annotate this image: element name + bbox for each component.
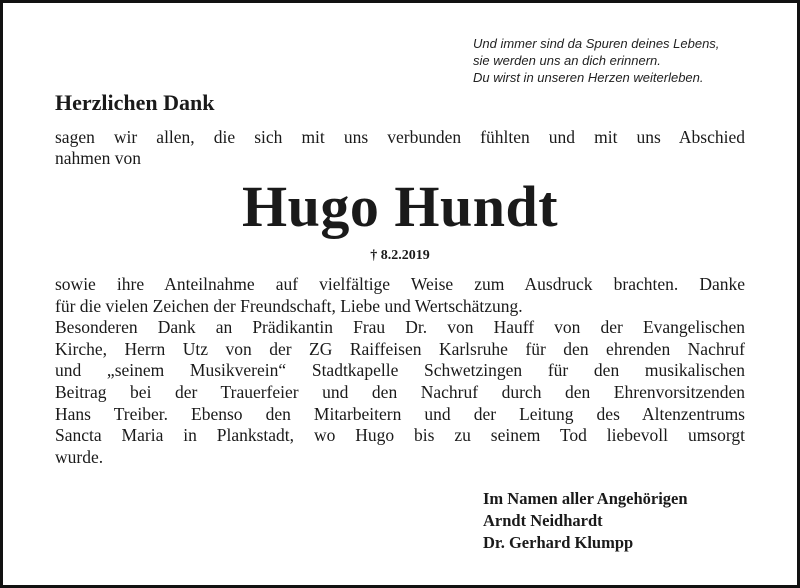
body-line: Kirche, Herrn Utz von der ZG Raiffeisen Karlsruhe für den ehrenden Nachruf — [55, 338, 745, 359]
body-line: Sancta Maria in Plankstadt, wo Hugo bis zu seinem Tod liebevoll umsorgt — [55, 425, 745, 446]
body-line: Besonderen Dank an Prädikantin Frau Dr. von Hauff von der Evangelischen — [55, 317, 745, 338]
deceased-name: Hugo Hundt — [241, 174, 559, 239]
intro-line: sagen wir allen, die sich mit uns verbunden fühlten und mit uns Abschied — [55, 127, 745, 147]
signature-line: Im Namen aller Angehörigen — [483, 489, 688, 508]
signature-line: Arndt Neidhardt — [483, 511, 603, 530]
signature-block — [483, 488, 688, 554]
signature-line: Dr. Gerhard Klumpp — [483, 533, 634, 552]
intro-text — [55, 127, 745, 169]
body-line: sowie ihre Anteilnahme auf vielfältige Weise zum Ausdruck brachten. Danke — [55, 274, 745, 294]
body-text — [55, 274, 745, 468]
death-date: † 8.2.2019 — [370, 248, 430, 263]
body-line: und „seinem Musikverein“ Stadtkapelle Schwetzingen für den musikalischen — [55, 360, 745, 381]
body-line: Hans Treiber. Ebenso den Mitarbeitern und der Leitung des Altenzentrums — [55, 403, 745, 424]
heading: Herzlichen Dank — [55, 90, 215, 115]
body-line: für die vielen Zeichen der Freundschaft, Liebe und Wertschätzung. — [55, 295, 523, 316]
body-line: wurde. — [55, 446, 104, 467]
memorial-quote — [473, 35, 719, 86]
quote-line: sie werden uns an dich erinnern. — [473, 53, 661, 68]
intro-line: nahmen von — [55, 148, 142, 168]
quote-line: Und immer sind da Spuren deines Lebens, — [473, 36, 720, 51]
body-line: Beitrag bei der Trauerfeier und den Nachruf durch den Ehrenvorsitzenden — [55, 381, 745, 402]
quote-line: Du wirst in unseren Herzen weiterleben. — [473, 70, 704, 85]
